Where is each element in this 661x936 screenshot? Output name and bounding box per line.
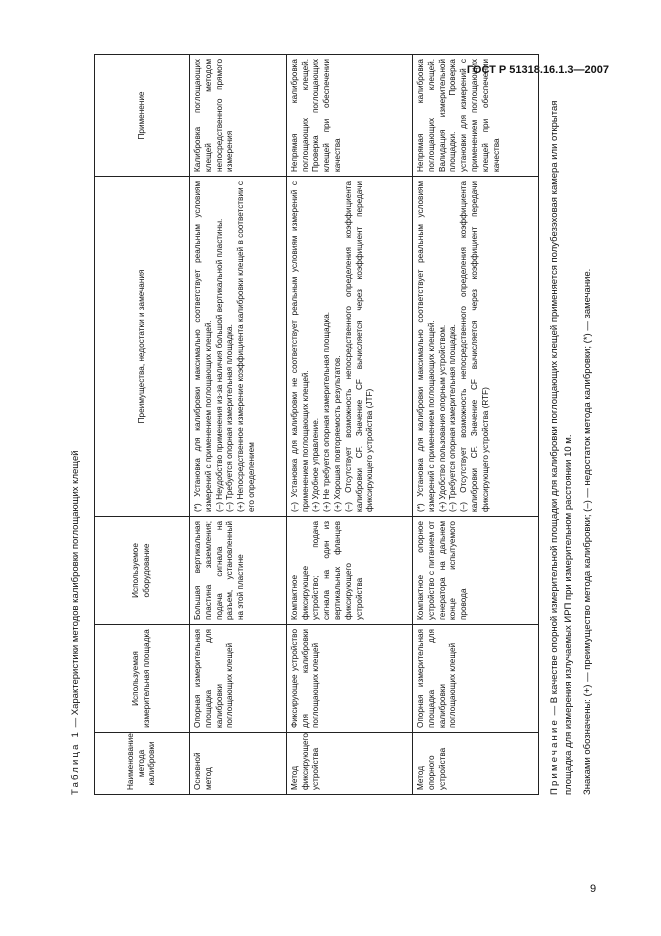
application-cell: Непрямая калибровка поглощающих клещей. Валидация измерительной площадки. Проверка установки для измерений с применением поглощающих клещей при обеспечении качества: [412, 55, 538, 177]
table-row: [286, 55, 412, 795]
document-code: ГОСТ Р 51318.16.1.3—2007: [466, 64, 609, 76]
table-header-row: [95, 55, 190, 795]
equipment-cell: Компактное фиксирующее устройство; подача сигнала на один из вертикальных фланцев фиксирующего устройства: [286, 517, 412, 625]
notes-cell: [190, 177, 287, 517]
note-line: (+) Непосредственное измерение коэффициента калибровки клещей в соответствии с его определением: [236, 181, 256, 512]
note-line: (–) Отсутствует возможность непосредственного определения коэффициента калибровки CF. Значение CF вычисляется через коэффициент передачи фиксирующего устройства (JTF): [343, 181, 375, 512]
column-header: Используемое оборудование: [95, 517, 190, 625]
rotated-content: [70, 55, 600, 795]
note-line: (*) Установка для калибровки максимально соответствует реальным условиям измерений с применением поглощающих клещей.: [193, 181, 213, 512]
application-cell: Калибровка поглощающих клещей методом непосредственного прямого измерения: [190, 55, 287, 177]
site-cell: Опорная измерительная площадка для калибровки поглощающих клещей: [190, 625, 287, 733]
note-label: Примечание: [549, 718, 560, 795]
note-line: (+) Хорошая повторяемость результатов.: [333, 355, 343, 512]
caption-label: Таблица 1: [70, 730, 81, 795]
table-caption: [70, 55, 86, 795]
method-cell: Метод фиксирующего устройства: [286, 733, 412, 795]
notes-cell: [286, 177, 412, 517]
page-number: 9: [590, 883, 597, 895]
equipment-cell: Компактное опорное устройство с питанием от генератора на дальнем конце испытуемого провода: [412, 517, 538, 625]
note-line: (+) Удобство пользования опорным устройством.: [437, 324, 447, 512]
calibration-methods-table: [94, 54, 539, 795]
note-line: (*) Установка для калибровки максимально соответствует реальным условиям измерений с применением поглощающих клещей.: [415, 181, 436, 512]
method-cell: Метод опорного устройства: [412, 733, 538, 795]
note-line: (+) Удобное управление.: [311, 417, 321, 512]
table-row: [412, 55, 538, 795]
note-line: (–) Установка для калибровки не соответствует реальным условиям измерений с применением поглощающих клещей.: [289, 181, 310, 512]
column-header: Используемая измерительная площадка: [95, 625, 190, 733]
note-line: (–) Неудобство применения из-за наличия большой вертикальной пластины.: [214, 218, 224, 512]
column-header: Преимущества, недостатки и замечания: [95, 177, 190, 517]
legend-text: Знаками обозначены: (+) — преимущество метода калибровки; (–) — недостаток метода калибровки; (*) — замечание.: [582, 268, 593, 795]
column-header: Наименование метода калибровки: [95, 733, 190, 795]
notes-cell: [412, 177, 538, 517]
site-cell: Фиксирующее устройство для калибровки поглощающих клещей: [286, 625, 412, 733]
caption-text: — Характеристики методов калибровки поглощающих клещей: [70, 450, 81, 731]
note-line: (–) Требуется опорная измерительная площадка.: [225, 324, 235, 512]
equipment-cell: Большая вертикальная пластина заземления; подача сигнала на разъем, установленный на этой пластине: [190, 517, 287, 625]
note-line: (–) Отсутствует возможность непосредственного определения коэффициента калибровки CF. Значение CF вычисляется через коэффициент передачи фиксирующего устройства (RTF): [459, 181, 490, 512]
note-line: (–) Требуется опорная измерительная площадка.: [448, 324, 458, 512]
note-text: — В качестве опорной измерительной площадки для калибровки поглощающих клещей применяется полубезэховая камера или открытая площадка для измерения излучаемых ИРП при измерительном расстоянии 10 м.: [549, 100, 574, 795]
method-cell: Основной метод: [190, 733, 287, 795]
note-line: (+) Не требуется опорная измерительная площадка.: [322, 311, 332, 512]
table-row: [190, 55, 287, 795]
column-header: Применение: [95, 55, 190, 177]
site-cell: Опорная измерительная площадка для калибровки поглощающих клещей: [412, 625, 538, 733]
application-cell: Непрямая калибровка поглощающих клещей. Проверка поглощающих клещей при обеспечении качества: [286, 55, 412, 177]
table-note: [548, 55, 576, 795]
